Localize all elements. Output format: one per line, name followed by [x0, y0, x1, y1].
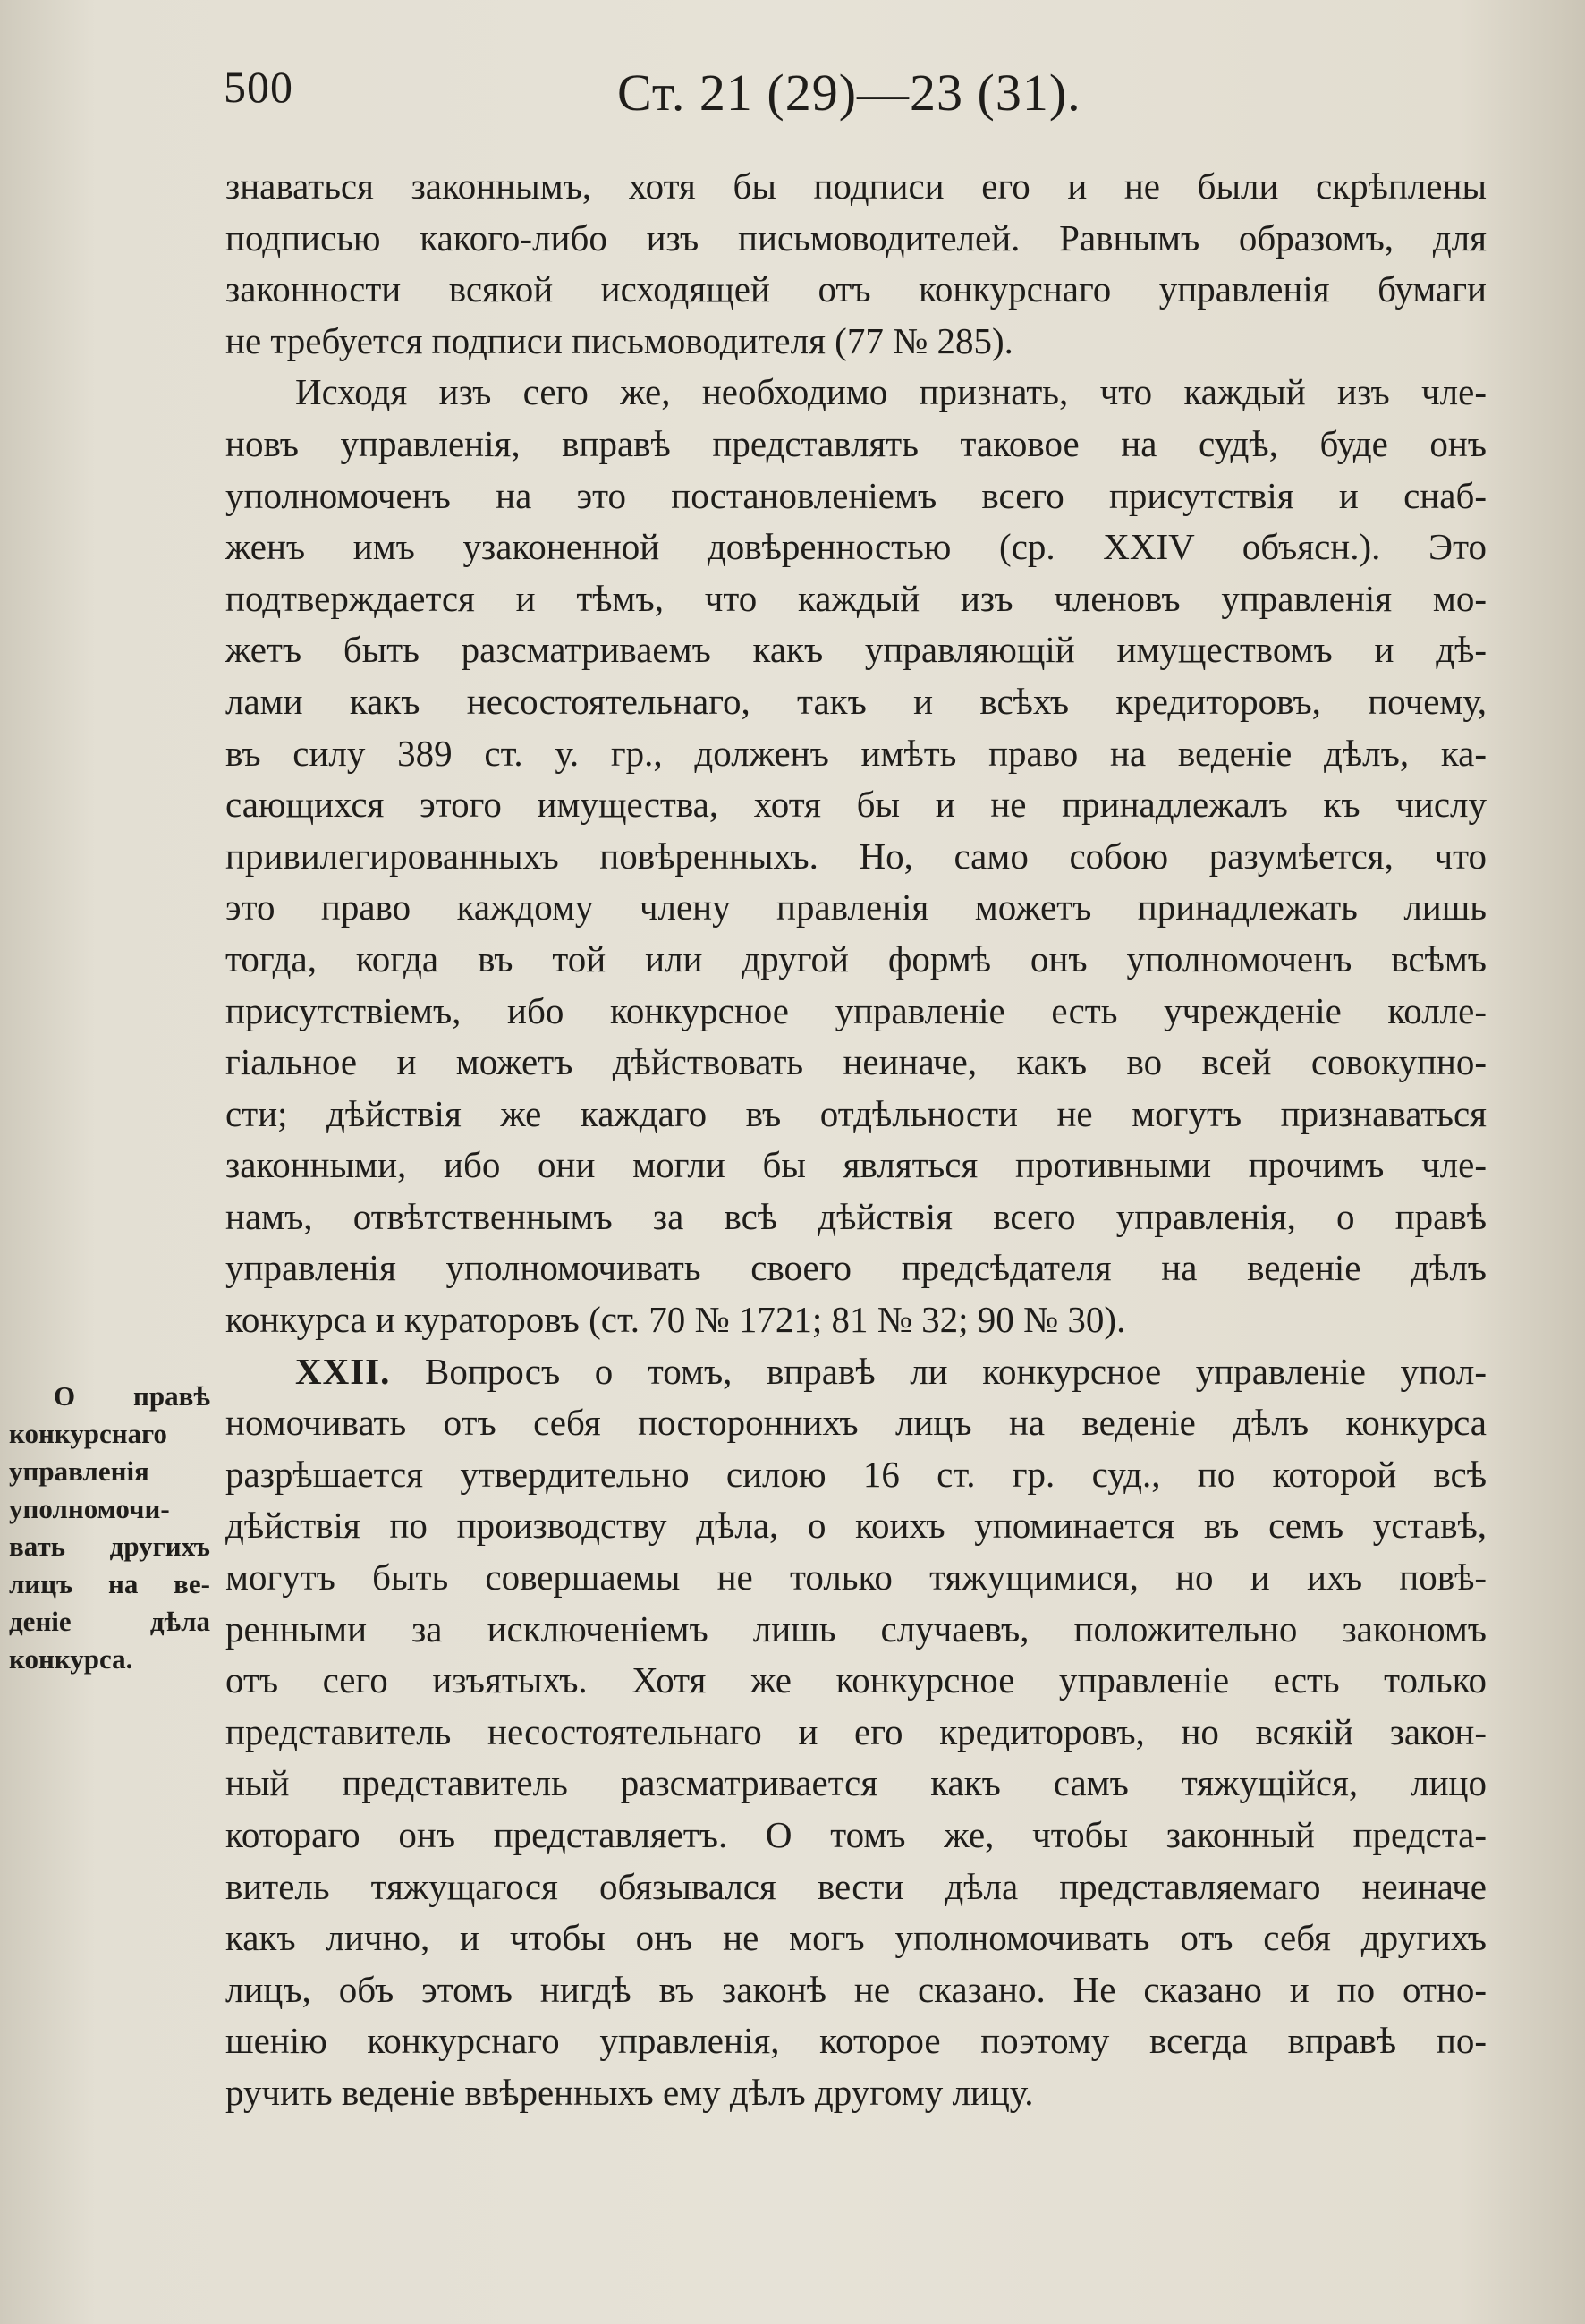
text-line: законности всякой исходящей отъ конкурснаго управленія бумаги	[225, 268, 1487, 310]
text-line: гіальное и можетъ дѣйствовать неиначе, какъ во всей совокупно-	[225, 1041, 1487, 1083]
text-line: Исходя изъ сего же, необходимо признать, что каждый изъ чле-	[295, 371, 1487, 413]
text-line: присутствіемъ, ибо конкурсное управленіе есть учрежденіе колле-	[225, 989, 1487, 1031]
marginal-note-line: уполномочи-	[9, 1493, 170, 1524]
paragraph-members-authority	[225, 367, 1487, 1345]
page-header	[224, 55, 1503, 136]
marginal-note-line: О правѣ	[54, 1380, 210, 1412]
paragraph-continuation	[225, 161, 1487, 367]
page-number: 500	[224, 62, 293, 112]
text-line: лицъ, объ этомъ нигдѣ въ законѣ не сказано. Не сказано и по отно-	[225, 1968, 1487, 2010]
text-line: представитель несостоятельнаго и его кредиторовъ, но всякій закон-	[225, 1710, 1487, 1752]
text-line: подтверждается и тѣмъ, что каждый изъ членовъ управленія мо-	[225, 577, 1487, 619]
text-line: лами какъ несостоятельнаго, такъ и всѣхъ кредиторовъ, почему,	[225, 680, 1487, 722]
marginal-note-line: деніе дѣла	[9, 1606, 210, 1637]
text-line: шенію конкурснаго управленія, которое поэтому всегда вправѣ по-	[225, 2020, 1487, 2062]
text-line: номочивать отъ себя постороннихъ лицъ на веденіе дѣлъ конкурса	[225, 1402, 1487, 1444]
text-line: сти; дѣйствія же каждаго въ отдѣльности не могутъ признаваться	[225, 1092, 1487, 1134]
text-line: не требуется подписи письмоводителя (77 № 285).	[225, 319, 1013, 361]
text-line: новъ управленія, вправѣ представлять таковое на судѣ, буде онъ	[225, 422, 1487, 464]
marginal-note-line: конкурснаго	[9, 1418, 167, 1449]
marginal-note	[9, 1378, 210, 1678]
marginal-note-line: управленія	[9, 1455, 149, 1487]
text-line: дѣйствія по производству дѣла, о коихъ упоминается въ семъ уставѣ,	[225, 1505, 1487, 1547]
text-line: женъ имъ узаконенной довѣренностью (ср. XXIV объясн.). Это	[225, 526, 1487, 568]
text-line: отъ сего изъятыхъ. Хотя же конкурсное управленіе есть только	[225, 1659, 1487, 1701]
body-text	[225, 161, 1487, 2119]
text-line: управленія уполномочивать своего предсѣдателя на веденіе дѣлъ	[225, 1247, 1487, 1289]
text-line: какъ лично, и чтобы онъ не могъ уполномочивать отъ себя другихъ	[225, 1917, 1487, 1959]
paragraph-section-xxii	[225, 1346, 1487, 2119]
text-line: витель тяжущагося обязывался вести дѣла представляемаго неиначе	[225, 1865, 1487, 1907]
text-line: подписью какого-либо изъ письмоводителей. Равнымъ образомъ, для	[225, 216, 1487, 259]
text-line: сающихся этого имущества, хотя бы и не принадлежалъ къ числу	[225, 784, 1487, 826]
text-line: жетъ быть разсматриваемъ какъ управляющій имуществомъ и дѣ-	[225, 629, 1487, 671]
text-line	[225, 1346, 1487, 1398]
text-line: законными, ибо они могли бы являться противными прочимъ чле-	[225, 1144, 1487, 1186]
text-line: тогда, когда въ той или другой формѣ онъ уполномоченъ всѣмъ	[225, 937, 1487, 980]
marginal-note-line: вать другихъ	[9, 1531, 210, 1562]
section-number: XXII.	[295, 1350, 391, 1392]
text-line: намъ, отвѣтственнымъ за всѣ дѣйствія всего управленія, о правѣ	[225, 1195, 1487, 1237]
text-line: въ силу 389 ст. у. гр., долженъ имѣть право на веденіе дѣлъ, ка-	[225, 732, 1487, 774]
text-line: знаваться законнымъ, хотя бы подписи его и не были скрѣплены	[225, 165, 1487, 207]
running-head: Ст. 21 (29)—23 (31).	[617, 64, 1081, 122]
text-line: привилегированныхъ повѣренныхъ. Но, само собою разумѣется, что	[225, 835, 1487, 877]
text-line: разрѣшается утвердительно силою 16 ст. гр. суд., по которой всѣ	[225, 1453, 1487, 1495]
text-line: ный представитель разсматривается какъ самъ тяжущійся, лицо	[225, 1762, 1487, 1804]
text-line: котораго онъ представляетъ. О томъ же, чтобы законный предста-	[225, 1814, 1487, 1855]
text-line: ренными за исключеніемъ лишь случаевъ, положительно закономъ	[225, 1607, 1487, 1650]
text-line: это право каждому члену правленія можетъ принадлежать лишь	[225, 886, 1487, 929]
text-line: конкурса и кураторовъ (ст. 70 № 1721; 81 № 32; 90 № 30).	[225, 1299, 1126, 1341]
marginal-note-line: конкурса.	[9, 1643, 133, 1675]
section-first-line-text: Вопросъ о томъ, вправѣ ли конкурсное управленіе упол-	[425, 1350, 1488, 1392]
marginal-note-line: лицъ на ве-	[9, 1568, 210, 1599]
text-line: ручить веденіе ввѣренныхъ ему дѣлъ другому лицу.	[225, 2071, 1034, 2113]
text-line: могутъ быть совершаемы не только тяжущимися, но и ихъ повѣ-	[225, 1556, 1487, 1599]
text-line: уполномоченъ на это постановленіемъ всего присутствія и снаб-	[225, 474, 1487, 516]
